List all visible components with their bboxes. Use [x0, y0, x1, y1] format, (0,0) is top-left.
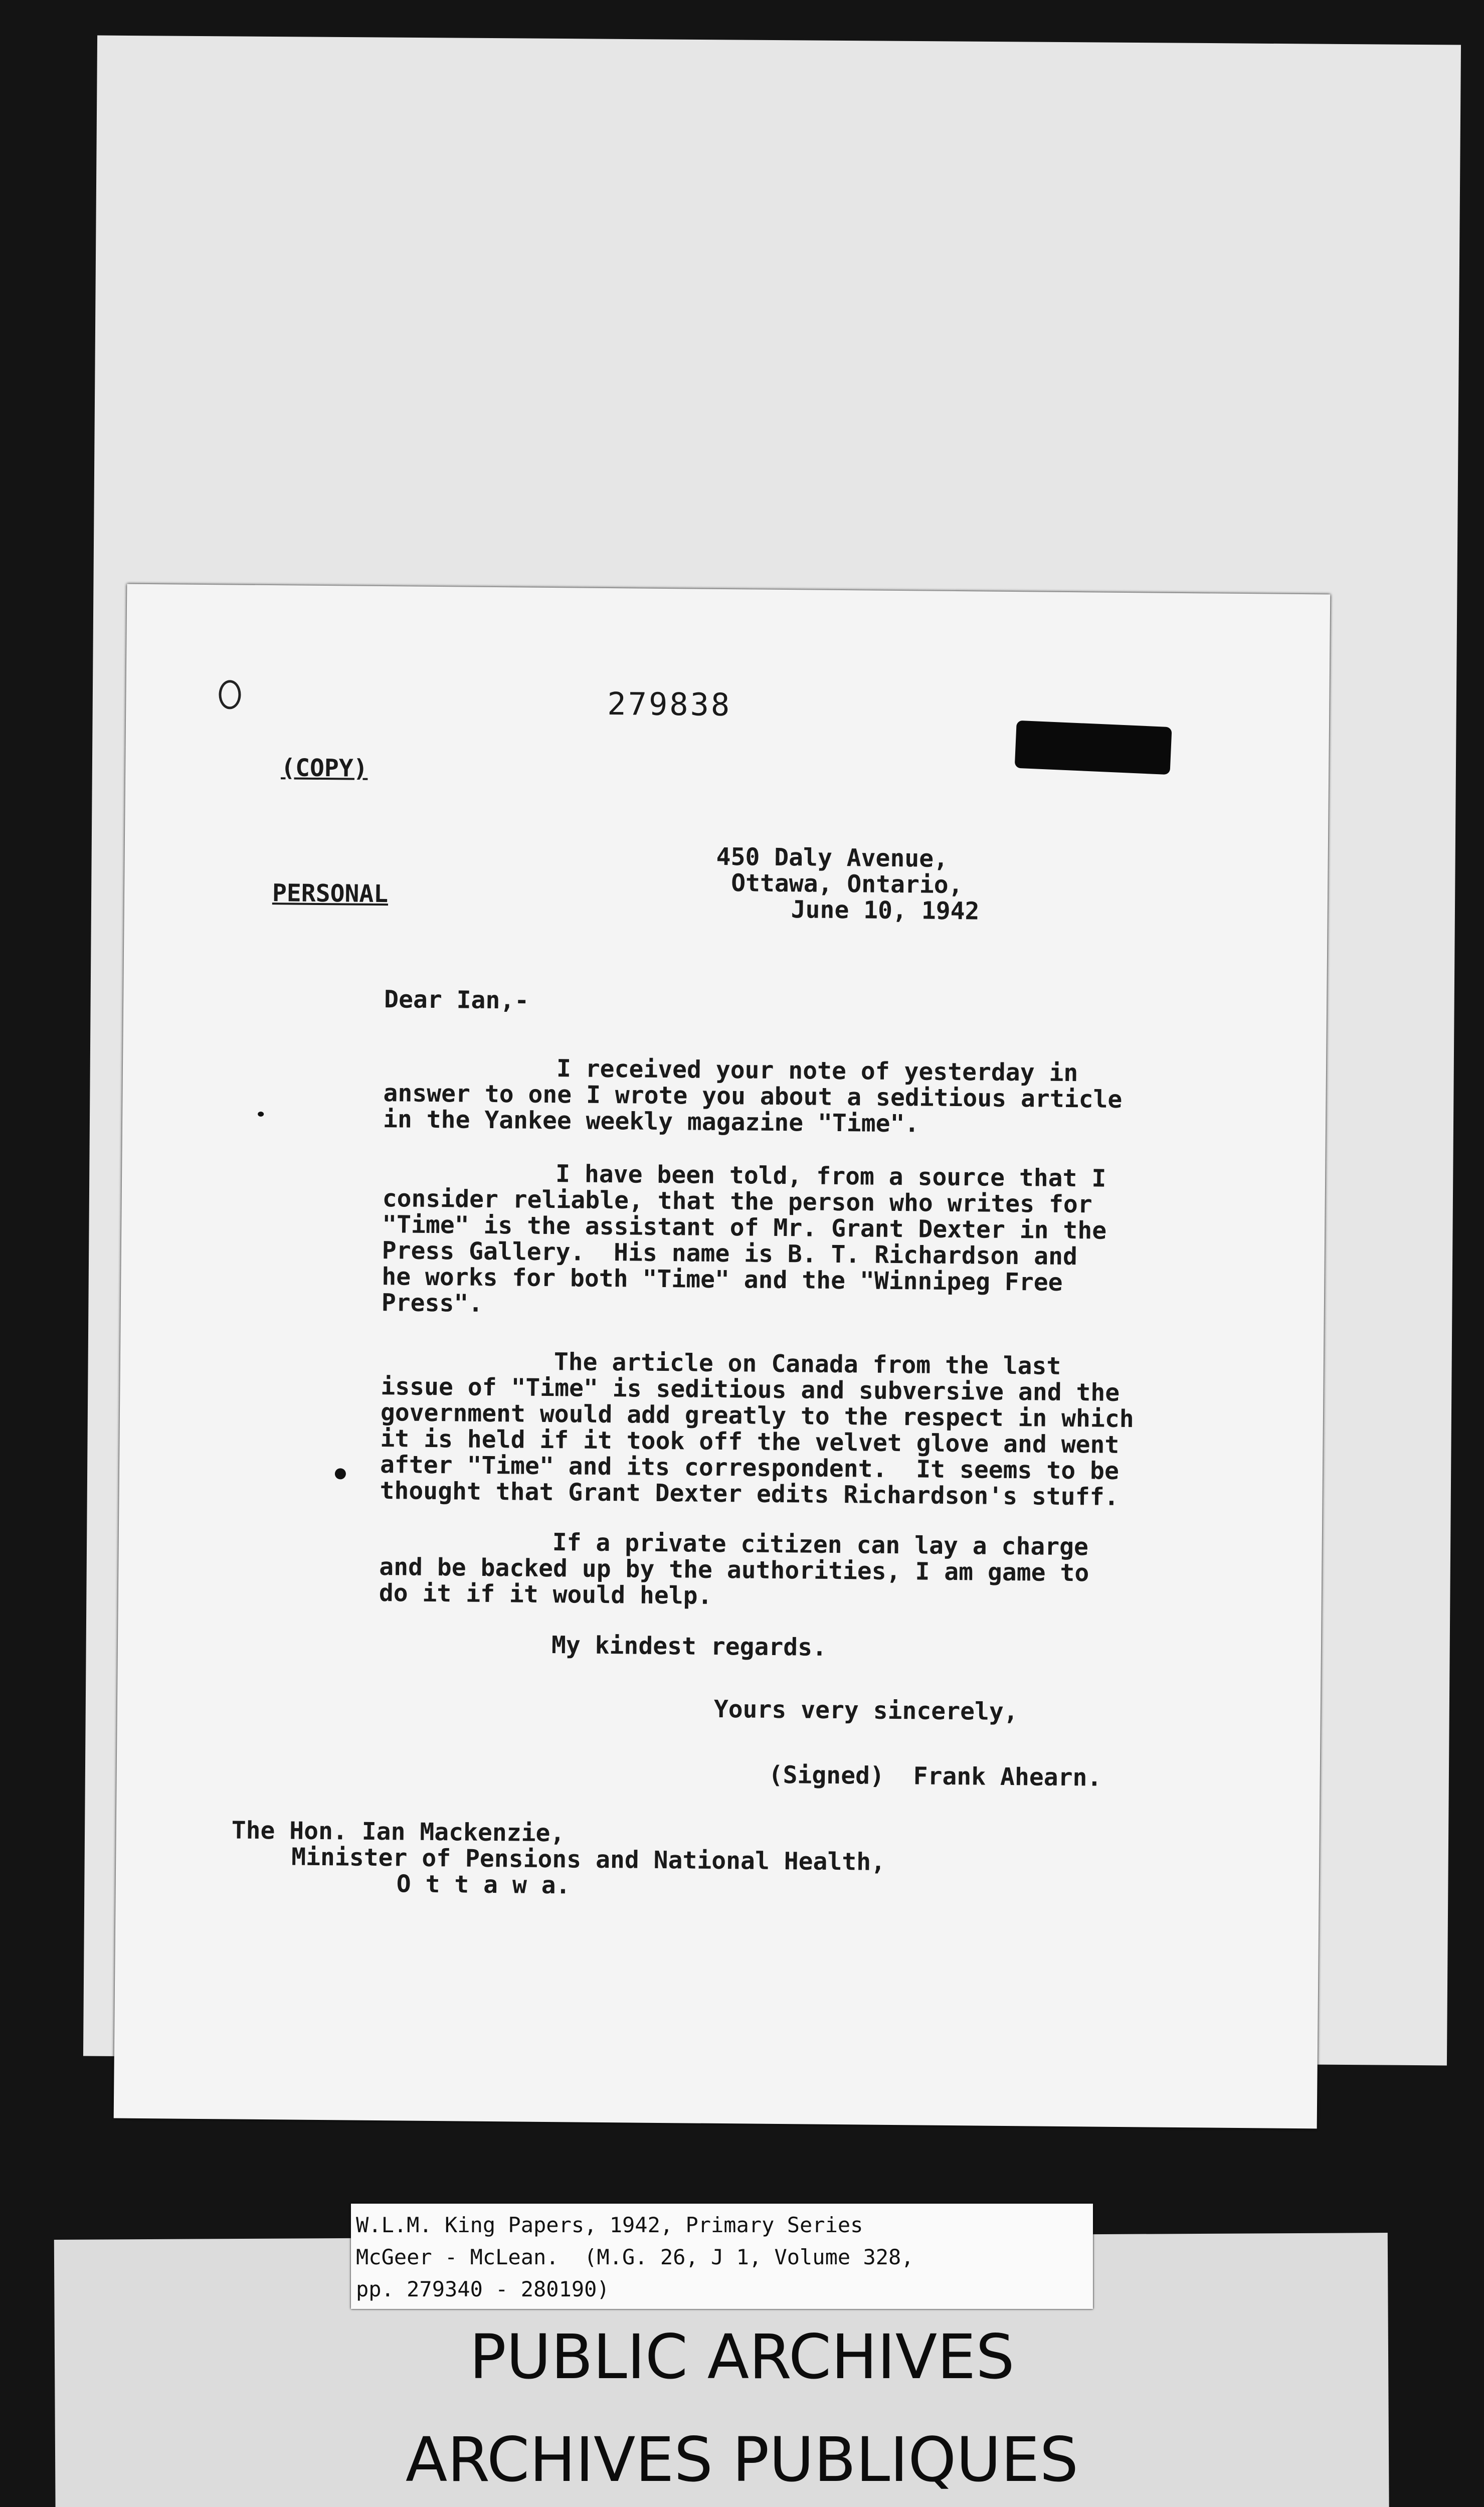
address-line: Ottawa, Ontario,	[730, 869, 963, 900]
punch-hole	[219, 680, 241, 709]
archive-stamp-line: ARCHIVES PUBLIQUES	[405, 2424, 1079, 2495]
address-line: 450 Daly Avenue,	[716, 842, 949, 873]
body-line: "Time" is the assistant of Mr. Grant Dexter in the	[382, 1210, 1107, 1245]
letter-page	[114, 584, 1331, 2129]
body-line: thought that Grant Dexter edits Richardson's stuff.	[380, 1477, 1119, 1511]
recipient-line: The Hon. Ian Mackenzie,	[231, 1816, 565, 1848]
body-line: I received your note of yesterday in	[556, 1054, 1078, 1088]
ink-speck	[258, 1112, 264, 1117]
body-line: it is held if it took off the velvet glove and went	[380, 1424, 1120, 1459]
body-line: he works for both "Time" and the "Winnipeg Free	[382, 1263, 1063, 1297]
copy-label: (COPY)	[280, 754, 368, 783]
signature: (Signed) Frank Ahearn.	[768, 1760, 1102, 1792]
closing-regards: My kindest regards.	[551, 1631, 827, 1662]
letter-date: June 10, 1942	[791, 896, 980, 926]
ink-spot	[335, 1468, 346, 1479]
body-line: The article on Canada from the last	[553, 1348, 1061, 1380]
archive-stamp-line: PUBLIC ARCHIVES	[469, 2321, 1015, 2393]
reference-line: W.L.M. King Papers, 1942, Primary Series	[356, 2213, 863, 2237]
body-line: after "Time" and its correspondent. It seems to be	[380, 1451, 1120, 1485]
body-line: Press Gallery. His name is B. T. Richardson and	[382, 1236, 1078, 1271]
redaction-mark	[1015, 721, 1172, 775]
reference-line: McGeer - McLean. (M.G. 26, J 1, Volume 328,	[356, 2245, 914, 2269]
recipient-line: Minister of Pensions and National Health,	[291, 1843, 886, 1876]
body-line: do it if it would help.	[379, 1579, 712, 1610]
page-number: 279838	[607, 685, 732, 724]
salutation: Dear Ian,-	[384, 985, 529, 1015]
body-line: in the Yankee weekly magazine "Time".	[383, 1105, 919, 1138]
body-line: If a private citizen can lay a charge	[552, 1528, 1089, 1561]
body-line: answer to one I wrote you about a seditious article	[383, 1079, 1123, 1114]
body-line: issue of "Time" is seditious and subversive and the	[381, 1372, 1120, 1407]
reference-slip	[351, 2204, 1093, 2309]
body-line: I have been told, from a source that I	[555, 1160, 1106, 1193]
body-line: Press".	[381, 1289, 483, 1318]
personal-label: PERSONAL	[272, 879, 389, 909]
body-line: consider reliable, that the person who writes for	[382, 1184, 1092, 1219]
closing: Yours very sincerely,	[713, 1695, 1018, 1726]
reference-line: pp. 279340 - 280190)	[356, 2277, 610, 2301]
body-line: and be backed up by the authorities, I am game to	[379, 1553, 1089, 1587]
body-line: government would add greatly to the respect in which	[380, 1398, 1134, 1434]
recipient-line: O t t a w a.	[396, 1870, 571, 1900]
